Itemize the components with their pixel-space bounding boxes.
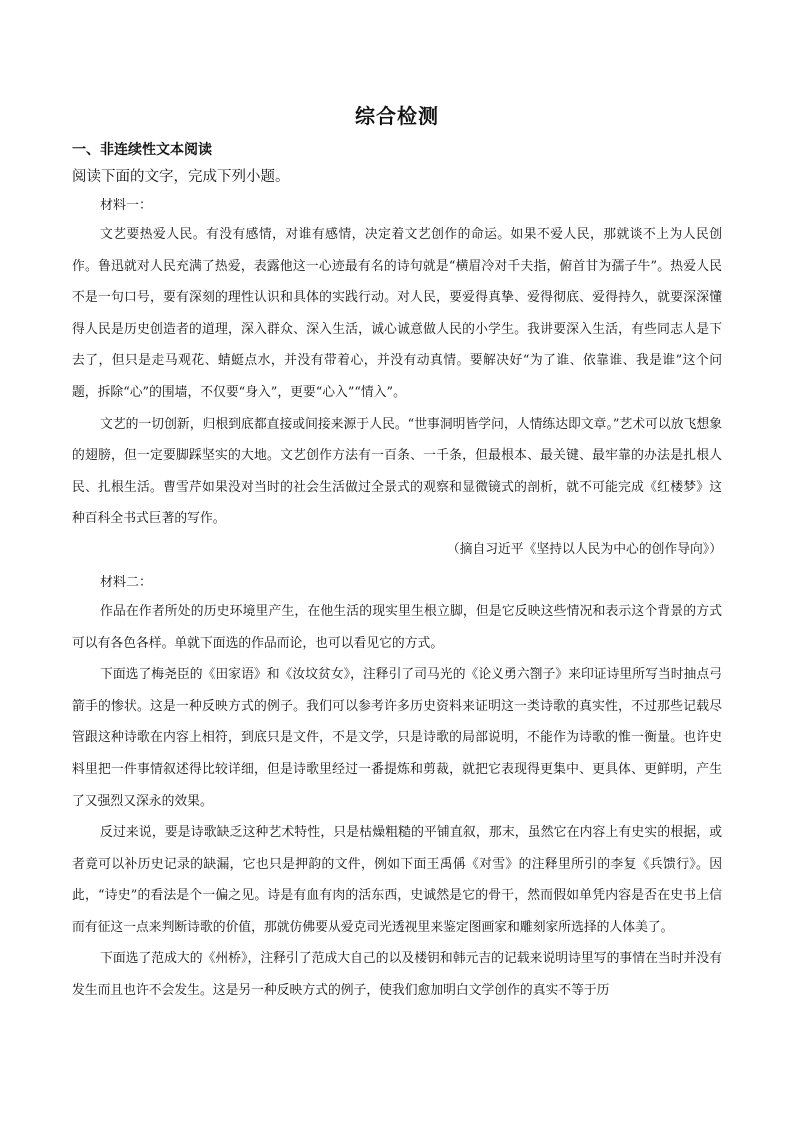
section-heading: 一、非连续性文本阅读 [72, 142, 212, 158]
page-title: 综合检测 [355, 104, 439, 128]
material-one [72, 194, 722, 565]
material-two-label: 材料二： [100, 574, 153, 590]
material-two-paragraph: 下面选了范成大的《州桥》，注释引了范成大自己的以及楼钥和韩元吉的记载来说明诗里写的事情在当时并没有发生而且也许不会发生。这是另一种反映方式的例子，使我们愈加明白文学创作的真实不等于历 [72, 951, 722, 999]
material-one-paragraph: 文艺要热爱人民。有没有感情，对谁有感情，决定着文艺创作的命运。如果不爱人民，那就谈不上为人民创作。鲁迅就对人民充满了热爱，表露他这一心迹最有名的诗句就是“横眉冷对千夫指，俯首甘为孺子牛”。热爱人民不是一句口号，要有深刻的理性认识和具体的实践行动。对人民，要爱得真挚、爱得彻底、爱得持久，就要深深懂得人民是历史创造者的道理，深入群众、深入生活，诚心诚意做人民的小学生。我讲要深入生活，有些同志人是下去了，但只是走马观花、蜻蜓点水，并没有带着心，并没有动真情。要解决好“为了谁、依靠谁、我是谁”这个问题，拆除“心”的围墙，不仅要“身入”，更要“心入”“情入”。 [72, 227, 722, 400]
material-two-paragraph: 作品在作者所处的历史环境里产生，在他生活的现实里生根立脚，但是它反映这些情况和表示这个背景的方式可以有各色各样。单就下面选的作品而论，也可以看见它的方式。 [72, 603, 722, 651]
material-one-source: （摘自习近平《坚持以人民为中心的创作导向》） [446, 541, 722, 557]
instruction-text: 阅读下面的文字，完成下列小题。 [72, 169, 290, 185]
material-two-paragraph: 反过来说，要是诗歌缺乏这种艺术特性，只是枯燥粗糙的平铺直叙，那末，虽然它在内容上有史实的根据，或者竟可以补历史记录的缺漏，它也只是押韵的文件，例如下面王禹偁《对雪》的注释里所引的李复《兵馈行》。因此，“诗史”的看法是个一偏之见。诗是有血有肉的活东西，史诚然是它的骨干，然而假如单凭内容是否在史书上信而有征这一点来判断诗歌的价值，那就仿佛要从爱克司光透视里来鉴定图画家和雕刻家所选择的人体美了。 [72, 825, 722, 935]
material-two [72, 571, 722, 1007]
material-one-label: 材料一： [100, 198, 153, 213]
material-one-paragraph: 文艺的一切创新，归根到底都直接或间接来源于人民。“世事洞明皆学问，人情练达即文章。”艺术可以放飞想象的翅膀，但一定要脚踩坚实的大地。文艺创作方法有一百条、一千条，但最根本、最关键、最牢靠的办法是扎根人民、扎根生活。曹雪芹如果没对当时的社会生活做过全景式的观察和显微镜式的剖析，就不可能完成《红楼梦》这种百科全书式巨著的写作。 [72, 416, 722, 527]
material-two-paragraph: 下面选了梅尧臣的《田家语》和《汝坟贫女》，注释引了司马光的《论义勇六劄子》来印证诗里所写当时抽点弓箭手的惨状。这是一种反映方式的例子。我们可以参考许多历史资料来证明这一类诗歌的真实性，不过那些记载尽管跟这种诗歌在内容上相符，到底只是文件，不是文学，只是诗歌的局部说明，不能作为诗歌的惟一衡量。也许史料里把一件事情叙述得比较详细，但是诗歌里经过一番提炼和剪裁，就把它表现得更集中、更具体、更鲜明，产生了又强烈又深永的效果。 [72, 667, 722, 809]
